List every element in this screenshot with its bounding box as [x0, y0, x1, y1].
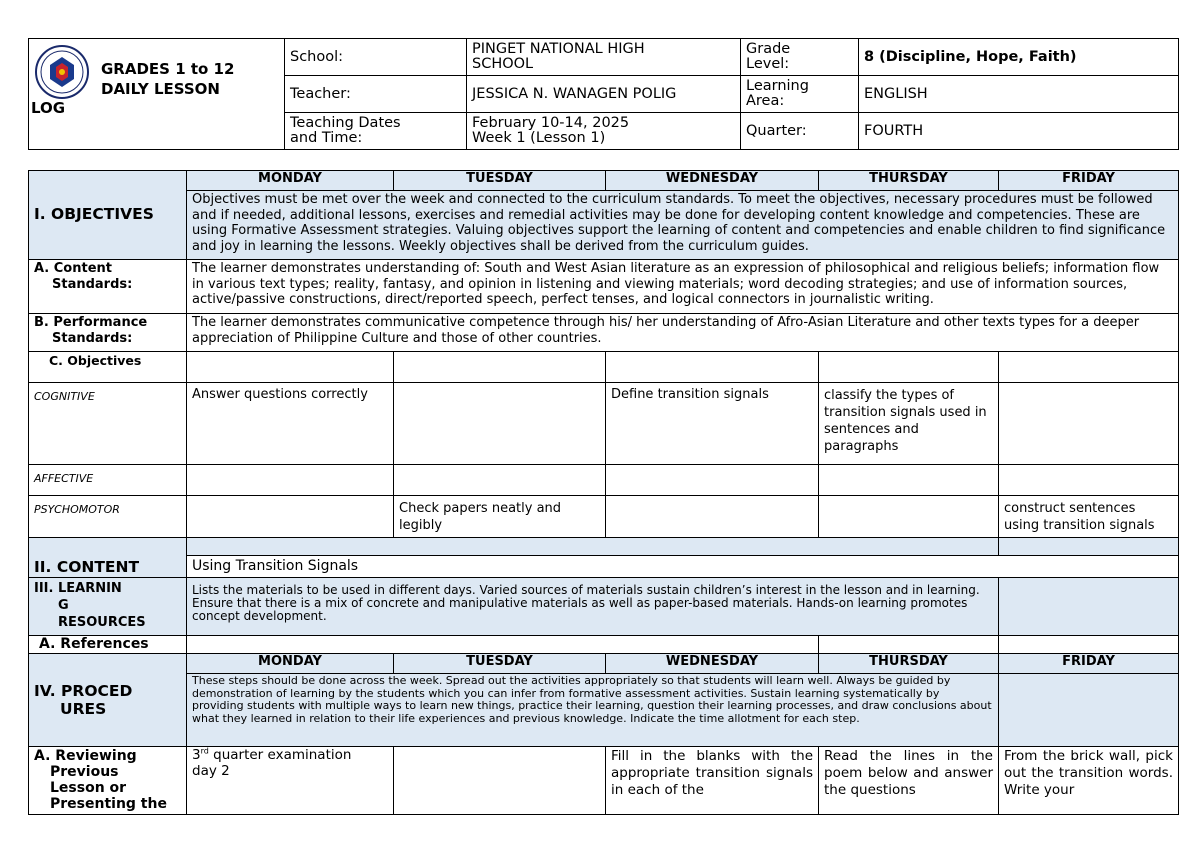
dll-title: GRADES 1 to 12 DAILY LESSON — [101, 60, 235, 98]
cognitive-label: COGNITIVE — [29, 383, 187, 465]
day-wednesday: WEDNESDAY — [606, 171, 819, 191]
day-monday: MONDAY — [187, 171, 394, 191]
reviewing-wed: Fill in the blanks with the appropriate transition signals in each of the — [606, 747, 819, 815]
content-blank-fri — [999, 538, 1179, 556]
day-thursday: THURSDAY — [819, 171, 999, 191]
school-value: PINGET NATIONAL HIGH SCHOOL — [467, 39, 741, 76]
content-title: II. CONTENT — [34, 558, 140, 577]
psychomotor-thu — [819, 496, 999, 538]
resources-text: Lists the materials to be used in different days. Varied sources of materials sustain children’s interest in the lesson and in learning. Ensure that there is a mix of concrete and manipulative materials as well as paper-based materials. Hands-on learning promotes concept development. — [187, 578, 999, 636]
cognitive-tue — [394, 383, 606, 465]
area-label: Learning Area: — [741, 76, 859, 113]
deped-seal-icon — [35, 45, 89, 99]
day-friday-2: FRIDAY — [999, 654, 1179, 674]
psychomotor-fri: construct sentences using transition signals — [999, 496, 1179, 538]
procedures-section-cell — [29, 654, 187, 747]
dates-value: February 10-14, 2025 Week 1 (Lesson 1) — [467, 113, 741, 150]
content-standards-label: A. Content Standards: — [29, 260, 187, 314]
day-tuesday: TUESDAY — [394, 171, 606, 191]
performance-standards-label: B. Performance Standards: — [29, 314, 187, 352]
c-objectives-thu — [819, 352, 999, 383]
psychomotor-mon — [187, 496, 394, 538]
reviewing-fri: From the brick wall, pick out the transition words. Write your — [999, 747, 1179, 815]
affective-tue — [394, 465, 606, 496]
procedures-title: IV. PROCED URES — [34, 682, 133, 718]
day-tuesday-2: TUESDAY — [394, 654, 606, 674]
performance-standards-text: The learner demonstrates communicative competence through his/ her understanding of Afro-Asian Literature and other texts types for a deeper appreciation of Philippine Culture and those of other countries. — [187, 314, 1179, 352]
procedures-fri — [999, 674, 1179, 747]
teacher-label: Teacher: — [285, 76, 467, 113]
cognitive-wed: Define transition signals — [606, 383, 819, 465]
reviewing-tue — [394, 747, 606, 815]
header-title-cell — [29, 39, 285, 150]
objectives-section-cell — [29, 171, 187, 260]
procedures-text: These steps should be done across the week. Spread out the activities appropriately so that students will learn well. Always be guided by demonstration of learning by the students which you can infer from formative assessment activities. Sustain learning systematically by providing students with multiple ways to learn new things, practice their learning, question their learning processes, and draw conclusions about what they learned in relation to their life experiences and previous knowledge. Indicate the time allotment for each step. — [187, 674, 999, 747]
cognitive-fri — [999, 383, 1179, 465]
grade-value: 8 (Discipline, Hope, Faith) — [859, 39, 1179, 76]
school-label: School: — [285, 39, 467, 76]
content-text: Using Transition Signals — [187, 556, 1179, 578]
content-blank-row — [187, 538, 999, 556]
references-mon-wed — [187, 636, 819, 654]
reviewing-thu: Read the lines in the poem below and answer the questions — [819, 747, 999, 815]
c-objectives-tue — [394, 352, 606, 383]
affective-wed — [606, 465, 819, 496]
references-label: A. References — [29, 636, 187, 654]
resources-fri — [999, 578, 1179, 636]
cognitive-mon: Answer questions correctly — [187, 383, 394, 465]
objectives-text: Objectives must be met over the week and connected to the curriculum standards. To meet the objectives, necessary procedures must be followed and if needed, additional lessons, exercises and remedial activities may be done for developing content knowledge and competencies. These are using Formative Assessment strategies. Valuing objectives support the learning of content and competencies and enable children to find significance and joy in learning the lessons. Weekly objectives shall be derived from the curriculum guides. — [187, 191, 1179, 260]
references-fri — [999, 636, 1179, 654]
reviewing-mon: 3rd quarter examination day 2 — [187, 747, 394, 815]
day-monday-2: MONDAY — [187, 654, 394, 674]
affective-thu — [819, 465, 999, 496]
affective-mon — [187, 465, 394, 496]
quarter-value: FOURTH — [859, 113, 1179, 150]
resources-title: III. LEARNIN G RESOURCES — [29, 578, 187, 636]
lesson-log-table — [28, 170, 1179, 815]
c-objectives-mon — [187, 352, 394, 383]
area-value: ENGLISH — [859, 76, 1179, 113]
c-objectives-label: C. Objectives — [29, 352, 187, 383]
references-thu — [819, 636, 999, 654]
psychomotor-tue: Check papers neatly and legibly — [394, 496, 606, 538]
content-section-cell — [29, 538, 187, 578]
grade-label: Grade Level: — [741, 39, 859, 76]
day-friday: FRIDAY — [999, 171, 1179, 191]
affective-fri — [999, 465, 1179, 496]
dates-label: Teaching Dates and Time: — [285, 113, 467, 150]
reviewing-label: A. Reviewing Previous Lesson or Presenting the — [29, 747, 187, 815]
teacher-value: JESSICA N. WANAGEN POLIG — [467, 76, 741, 113]
psychomotor-label: PSYCHOMOTOR — [29, 496, 187, 538]
psychomotor-wed — [606, 496, 819, 538]
day-thursday-2: THURSDAY — [819, 654, 999, 674]
quarter-label: Quarter: — [741, 113, 859, 150]
cognitive-thu: classify the types of transition signals used in sentences and paragraphs — [819, 383, 999, 465]
header-table — [28, 38, 1179, 150]
c-objectives-wed — [606, 352, 819, 383]
affective-label: AFFECTIVE — [29, 465, 187, 496]
day-wednesday-2: WEDNESDAY — [606, 654, 819, 674]
content-standards-text: The learner demonstrates understanding of: South and West Asian literature as an expression of philosophical and religious beliefs; information flow in various text types; reality, fantasy, and opinion in listening and viewing materials; word decoding strategies; and use of information sources, active/passive constructions, direct/reported speech, perfect tenses, and logical connectors in journalistic writing. — [187, 260, 1179, 314]
objectives-title: I. OBJECTIVES — [34, 205, 154, 224]
dll-title-log: LOG — [31, 99, 66, 117]
c-objectives-fri — [999, 352, 1179, 383]
